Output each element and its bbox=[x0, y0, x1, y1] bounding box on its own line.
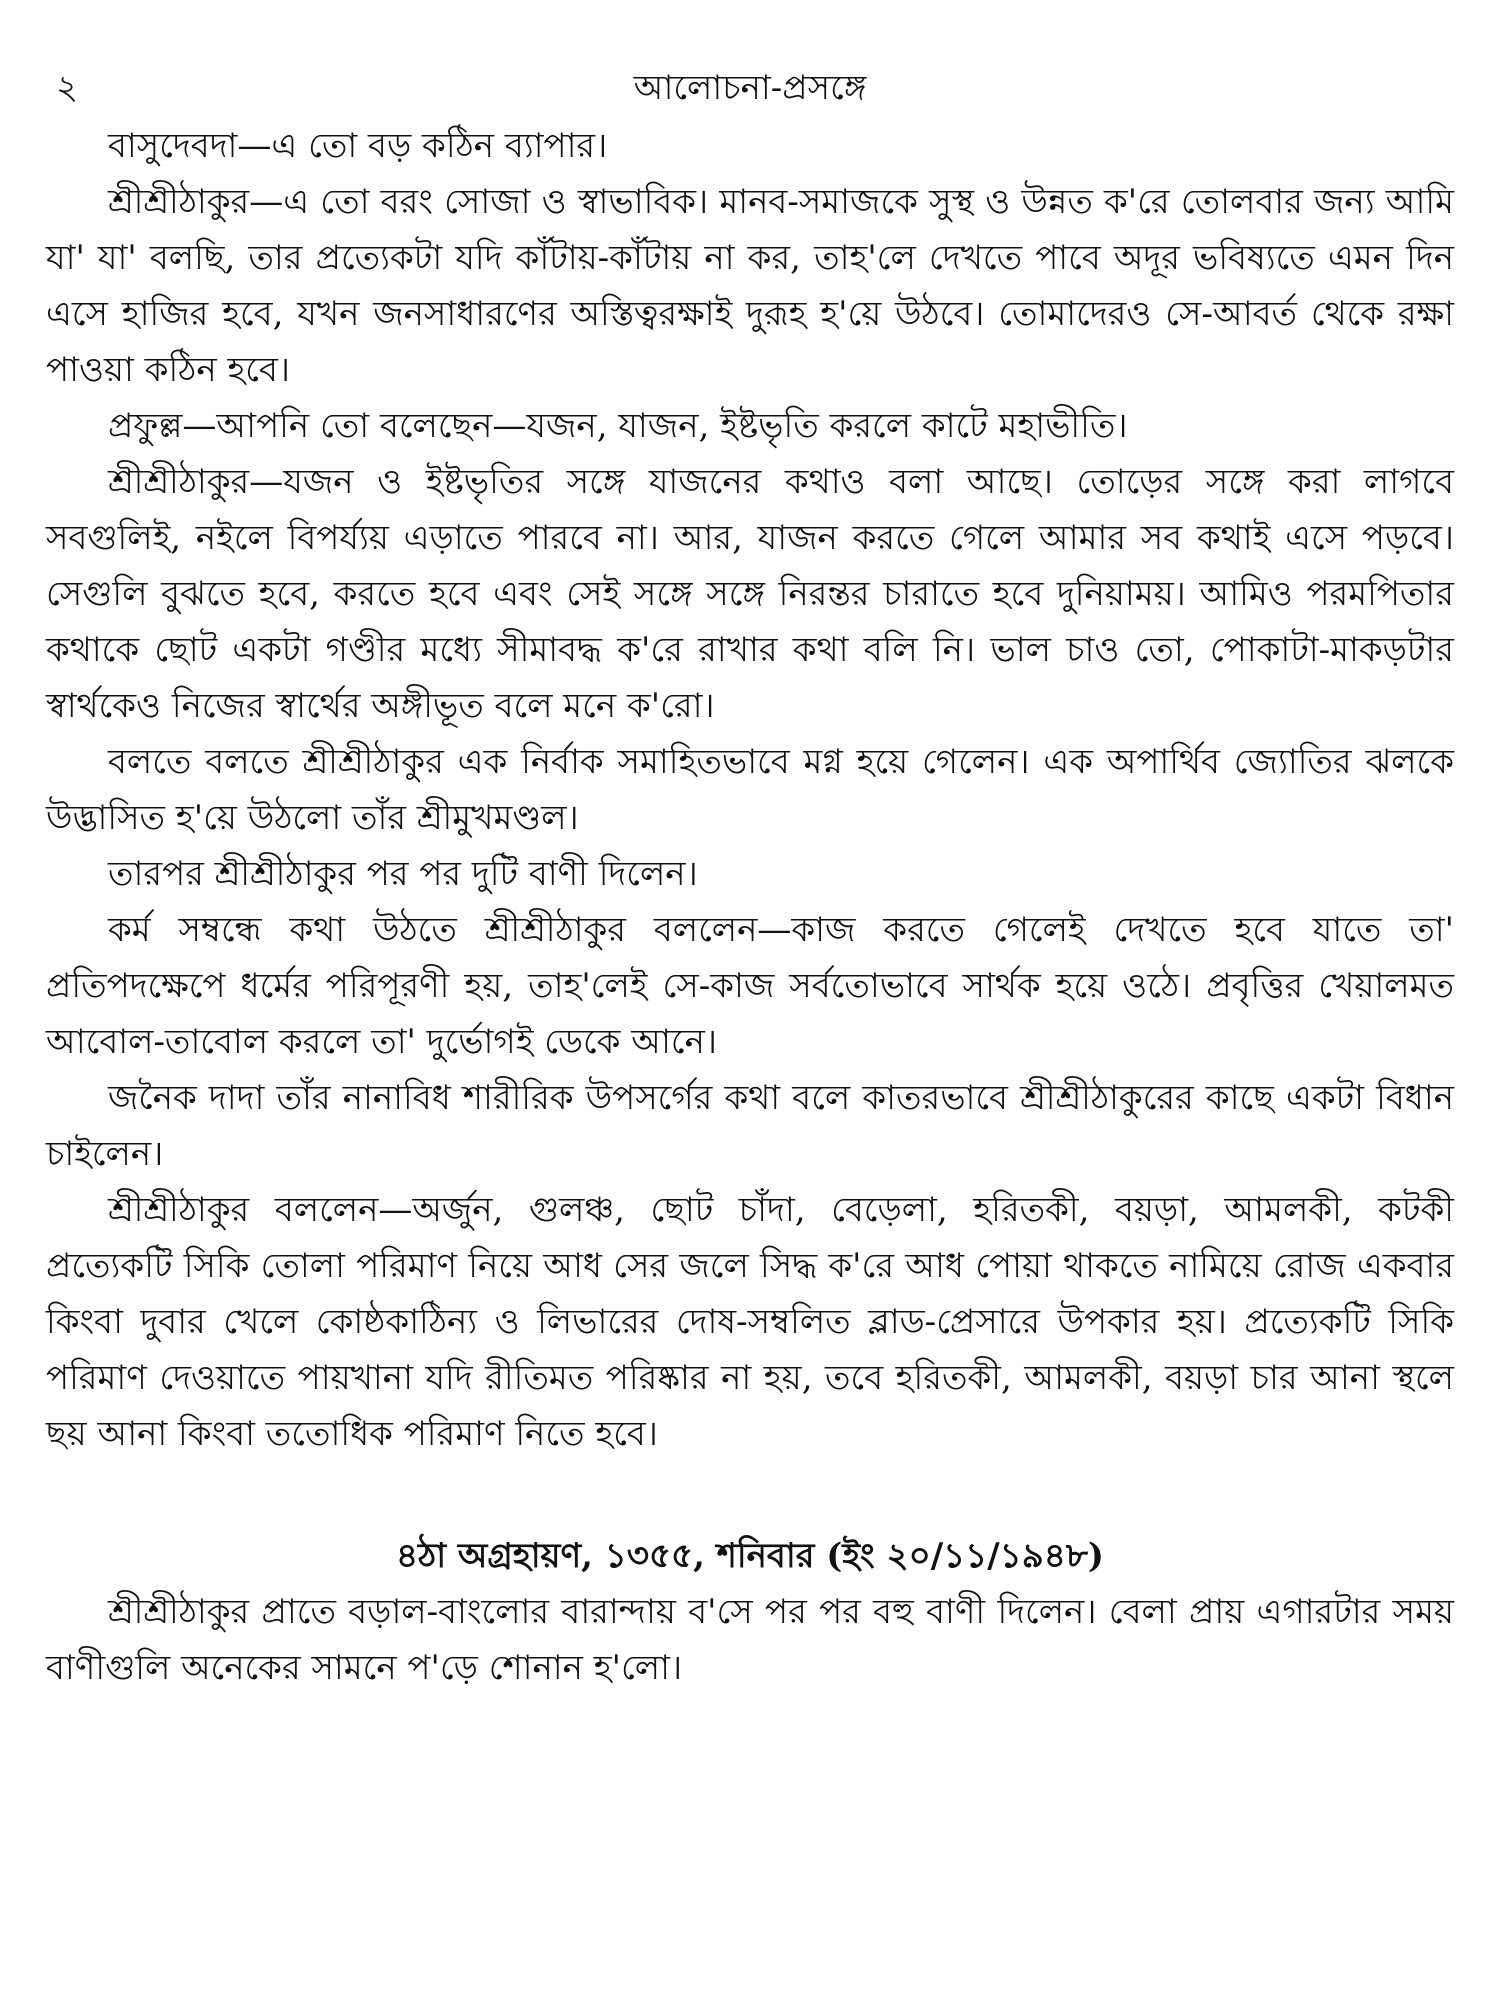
paragraph: বাসুদেবদা—এ তো বড় কঠিন ব্যাপার। bbox=[108, 126, 608, 166]
paragraph: শ্রীশ্রীঠাকুর—এ তো বরং সোজা ও স্বাভাবিক। মানব-সমাজকে সুস্থ ও উন্নত ক'রে তোলবার জন্য আমি যা' যা' বলছি, তার প্রত্যেকটা যদি কাঁটায়-কাঁটায় না কর, তাহ'লে দেখতে পাবে অদূর ভবিষ্যতে এমন দিন এসে হাজির হবে, যখন জনসাধারণের অস্তিত্বরক্ষাই দুরূহ হ'য়ে উঠবে। তোমাদেরও সে-আবর্ত থেকে রক্ষা পাওয়া কঠিন হবে। bbox=[46, 182, 1454, 390]
book-title: আলোচনা-প্রসঙ্গে bbox=[633, 68, 867, 108]
paragraph: প্রফুল্ল—আপনি তো বলেছেন—যজন, যাজন, ইষ্টভৃতি করলে কাটে মহাভীতি। bbox=[108, 406, 1128, 446]
paragraph: শ্রীশ্রীঠাকুর প্রাতে বড়াল-বাংলোর বারান্দায় ব'সে পর পর বহু বাণী দিলেন। বেলা প্রায় এগারটার সময় বাণীগুলি অনেকের সামনে প'ড়ে শোনান হ'লো। bbox=[46, 1592, 1454, 1688]
page-number: ২ bbox=[56, 68, 79, 108]
paragraph: বলতে বলতে শ্রীশ্রীঠাকুর এক নির্বাক সমাহিতভাবে মগ্ন হয়ে গেলেন। এক অপার্থিব জ্যোতির ঝলকে উদ্ভাসিত হ'য়ে উঠলো তাঁর শ্রীমুখমণ্ডল। bbox=[46, 742, 1454, 838]
running-head bbox=[46, 62, 1454, 118]
paragraph: শ্রীশ্রীঠাকুর বললেন—অর্জুন, গুলঞ্চ, ছোট চাঁদা, বেড়েলা, হরিতকী, বয়ড়া, আমলকী, কটকী প্রত্যেকটি সিকি তোলা পরিমাণ নিয়ে আধ সের জলে সিদ্ধ ক'রে আধ পোয়া থাকতে নামিয়ে রোজ একবার কিংবা দুবার খেলে কোষ্ঠকাঠিন্য ও লিভারের দোষ-সম্বলিত ব্লাড-প্রেসারে উপকার হয়। প্রত্যেকটি সিকি পরিমাণ দেওয়াতে পায়খানা যদি রীতিমত পরিষ্কার না হয়, তবে হরিতকী, আমলকী, বয়ড়া চার আনা স্থলে ছয় আনা কিংবা ততোধিক পরিমাণ নিতে হবে। bbox=[46, 1190, 1454, 1454]
date-heading: ৪ঠা অগ্রহায়ণ, ১৩৫৫, শনিবার (ইং ২০/১১/১৯৪৮) bbox=[395, 1536, 1104, 1576]
paragraph: তারপর শ্রীশ্রীঠাকুর পর পর দুটি বাণী দিলেন। bbox=[108, 854, 698, 894]
paragraph: জনৈক দাদা তাঁর নানাবিধ শারীরিক উপসর্গের কথা বলে কাতরভাবে শ্রীশ্রীঠাকুরের কাছে একটা বিধান চাইলেন। bbox=[46, 1078, 1454, 1174]
paragraph: শ্রীশ্রীঠাকুর—যজন ও ইষ্টভৃতির সঙ্গে যাজনের কথাও বলা আছে। তোড়ের সঙ্গে করা লাগবে সবগুলিই, নইলে বিপর্য্যয় এড়াতে পারবে না। আর, যাজন করতে গেলে আমার সব কথাই এসে পড়বে। সেগুলি বুঝতে হবে, করতে হবে এবং সেই সঙ্গে সঙ্গে নিরন্তর চারাতে হবে দুনিয়াময়। আমিও পরমপিতার কথাকে ছোট একটা গণ্ডীর মধ্যে সীমাবদ্ধ ক'রে রাখার কথা বলি নি। ভাল চাও তো, পোকাটা-মাকড়টার স্বার্থকেও নিজের স্বার্থের অঙ্গীভূত বলে মনে ক'রো। bbox=[46, 462, 1454, 726]
paragraph: কর্ম সম্বন্ধে কথা উঠতে শ্রীশ্রীঠাকুর বললেন—কাজ করতে গেলেই দেখতে হবে যাতে তা' প্রতিপদক্ষেপে ধর্মের পরিপূরণী হয়, তাহ'লেই সে-কাজ সর্বতোভাবে সার্থক হয়ে ওঠে। প্রবৃত্তির খেয়ালমত আবোল-তাবোল করলে তা' দুর্ভোগই ডেকে আনে। bbox=[46, 910, 1454, 1062]
after-date-text bbox=[46, 1584, 1454, 1696]
body-text bbox=[46, 118, 1454, 1462]
